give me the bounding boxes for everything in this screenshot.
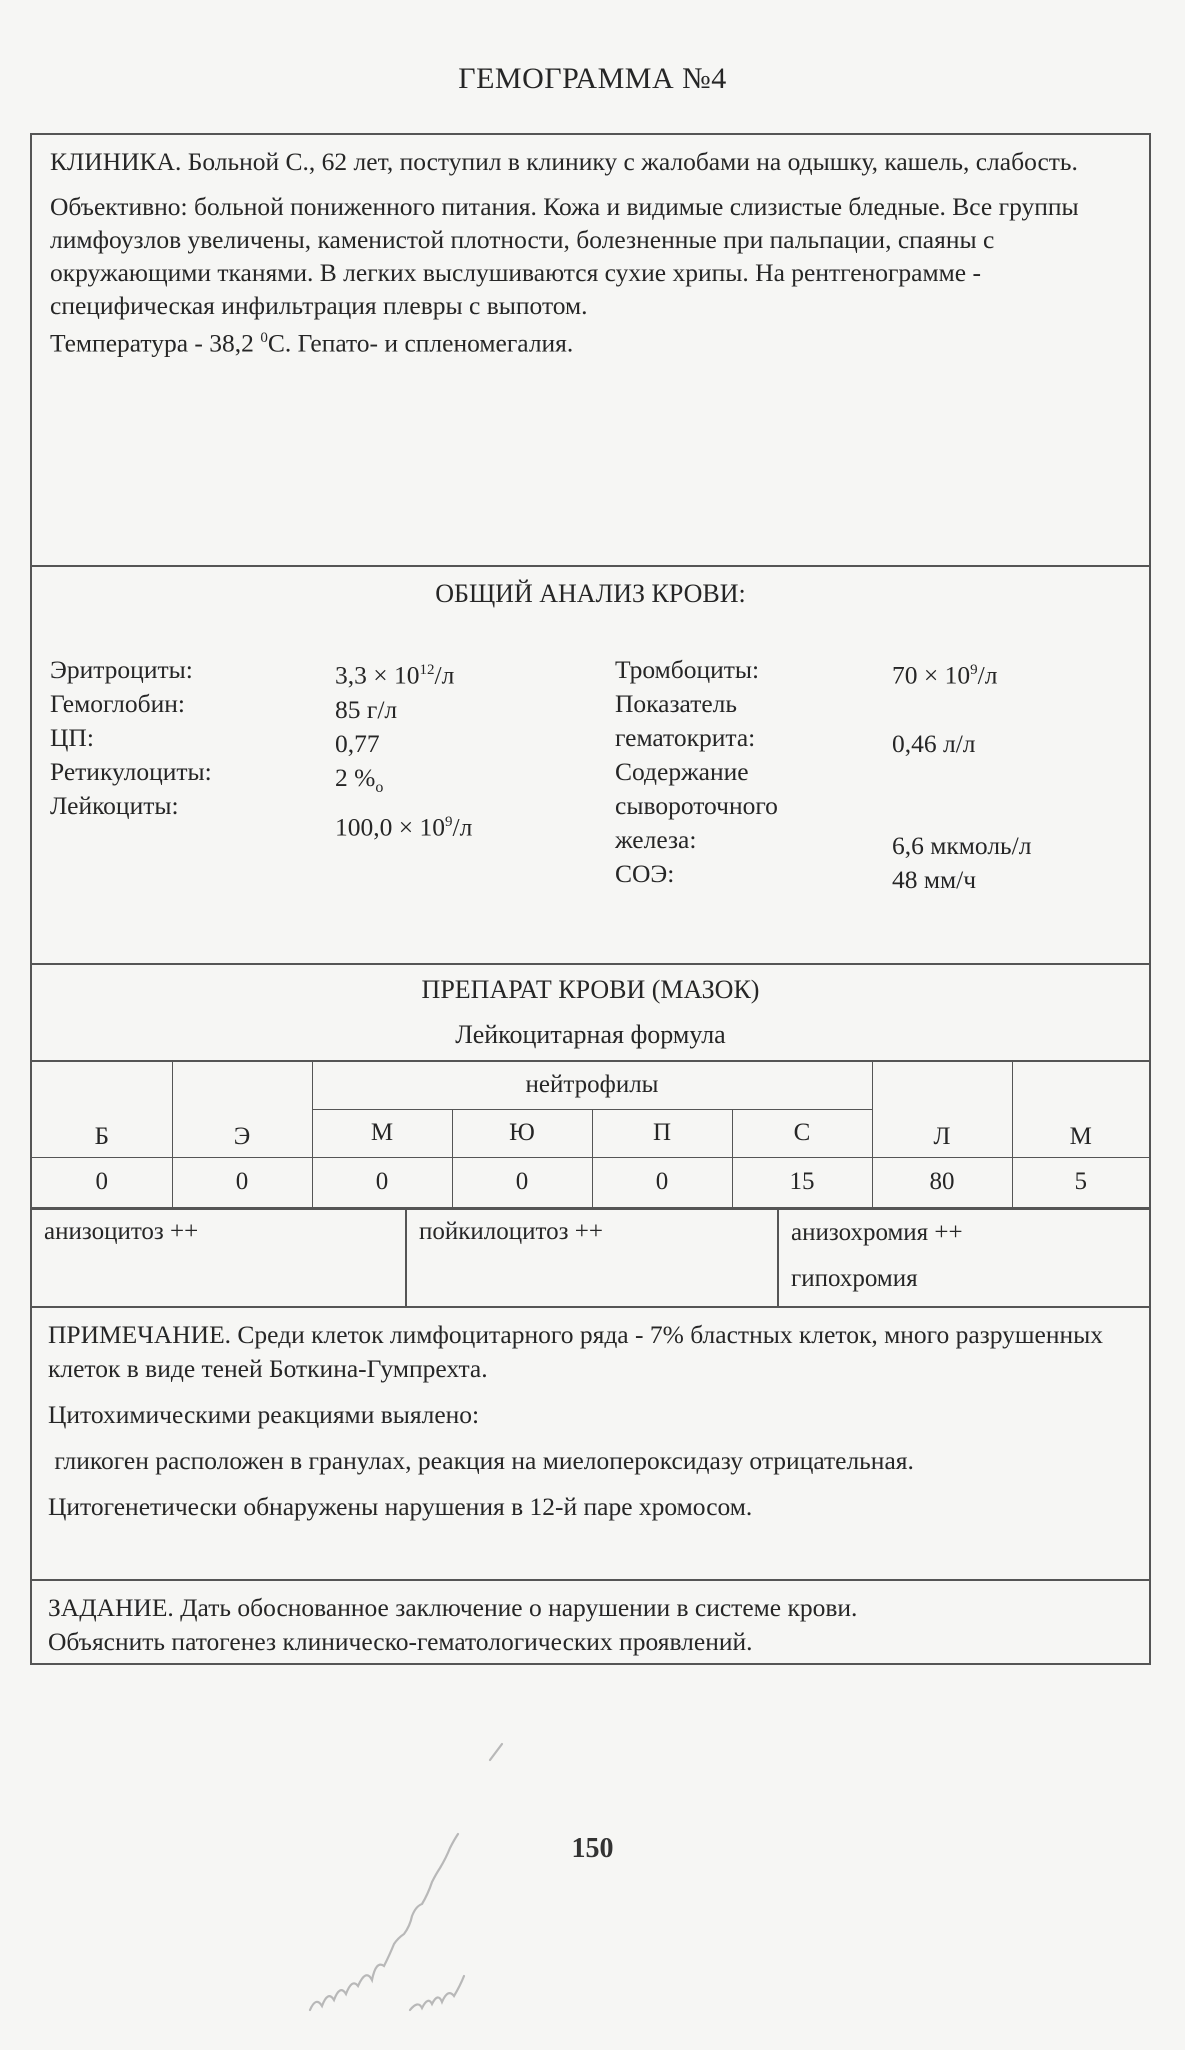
plt-value: $70 \times 10^9/л$: [892, 660, 998, 690]
wbc-label: Лейкоциты:: [50, 791, 179, 820]
value-basophils: 0: [32, 1157, 172, 1207]
blood-analysis-section: [32, 567, 1149, 965]
leukocyte-formula-heading: Лейкоцитарная формула: [455, 1020, 726, 1049]
hct-value: 0,46 л/л: [892, 728, 976, 758]
cp-label: ЦП:: [50, 723, 94, 752]
smear-section: [32, 965, 1149, 1308]
page-number: 150: [571, 1833, 614, 1864]
clinic-temperature: Температура - 38,2 $^0$С. Гепато- и спленомегалия.: [50, 328, 574, 358]
note-cytochem-title: Цитохимическими реакциями выялено:: [48, 1399, 480, 1429]
rbc-value: $3,3 \times 10^{12}/л$: [335, 660, 455, 690]
table-row: [32, 1157, 1149, 1207]
col-eosinophils: Э: [172, 1061, 312, 1157]
iron-value: 6,6 мкмоль/л: [892, 830, 1032, 860]
page-title: ГЕМОГРАММА №4: [458, 62, 727, 95]
col-metamyelocytes: Ю: [452, 1109, 592, 1157]
hgb-value: 85 г/л: [335, 694, 398, 724]
col-band: П: [592, 1109, 732, 1157]
col-basophils: Б: [32, 1061, 172, 1157]
iron-label-1: Содержание: [615, 757, 749, 786]
task-section: [32, 1581, 1149, 1663]
morphology-row: [32, 1208, 1149, 1306]
value-eosinophils: 0: [172, 1157, 312, 1207]
col-segmented: С: [732, 1109, 872, 1157]
smear-heading: ПРЕПАРАТ КРОВИ (МАЗОК): [421, 975, 760, 1004]
task-line-2: Объяснить патогенез клиническо-гематологических проявлений.: [48, 1626, 753, 1656]
clinic-objective: Объективно: больной пониженного питания. Кожа и видимые слизистые бледные. Все группы лимфоузлов увеличены, каменистой плотности, болезненные при пальпации, спаяны с окружающими тканями. В легких выслушиваются сухие хрипы. На рентгенограмме - специфическая инфильтрация плевры с выпотом.: [50, 192, 1079, 320]
col-monocytes: М: [1012, 1061, 1149, 1157]
wbc-value: $100,0 \times 10^9/л$: [335, 812, 473, 842]
hct-label-2: гематокрита:: [615, 723, 756, 752]
blood-left-labels: [50, 653, 212, 823]
anisocytosis-cell: анизоцитоз ++: [32, 1210, 407, 1306]
value-monocytes: 5: [1012, 1157, 1149, 1207]
retic-value: 2 $\%_о$: [335, 762, 384, 796]
note-section: [32, 1308, 1149, 1581]
clinic-complaints: КЛИНИКА. Больной С., 62 лет, поступил в клинику с жалобами на одышку, кашель, слабость.: [50, 147, 1078, 176]
value-band: 0: [592, 1157, 732, 1207]
cp-value: 0,77: [335, 728, 380, 758]
value-myelocytes: 0: [312, 1157, 452, 1207]
esr-label: СОЭ:: [615, 859, 675, 888]
handwritten-scribble: [290, 1720, 590, 2020]
esr-value: 48 мм/ч: [892, 864, 977, 894]
retic-label: Ретикулоциты:: [50, 757, 212, 786]
clinic-section: [32, 135, 1149, 567]
hgb-label: Гемоглобин:: [50, 689, 185, 718]
col-myelocytes: М: [312, 1109, 452, 1157]
blood-right-values: [892, 653, 1032, 897]
value-metamyelocytes: 0: [452, 1157, 592, 1207]
anisochromia-text: анизохромия ++: [791, 1218, 963, 1246]
rbc-label: Эритроциты:: [50, 655, 193, 684]
chromia-cell: [779, 1210, 1149, 1306]
blood-left-values: [335, 653, 472, 844]
neutrophils-group-header: нейтрофилы: [312, 1061, 872, 1109]
blood-analysis-heading: ОБЩИЙ АНАЛИЗ КРОВИ:: [435, 579, 746, 608]
note-cytogenetics: Цитогенетически обнаружены нарушения в 12-й паре хромосом.: [48, 1491, 753, 1521]
plt-label: Тромбоциты:: [615, 655, 760, 684]
col-lymphocytes: Л: [872, 1061, 1012, 1157]
blood-right-labels: [615, 653, 778, 891]
iron-label-2: сывороточного: [615, 791, 778, 820]
task-line-1: ЗАДАНИЕ. Дать обоснованное заключение о нарушении в системе крови.: [48, 1592, 858, 1622]
leukocyte-formula-table: [32, 1060, 1149, 1208]
iron-label-3: железа:: [615, 825, 697, 854]
value-segmented: 15: [732, 1157, 872, 1207]
note-cytochem-result: гликоген расположен в гранулах, реакция на миелопероксидазу отрицательная.: [48, 1445, 914, 1475]
note-blasts: ПРИМЕЧАНИЕ. Среди клеток лимфоцитарного ряда - 7% бластных клеток, много разрушенных клеток в виде теней Боткина-Гумпрехта.: [48, 1319, 1104, 1383]
poikilocytosis-cell: пойкилоцитоз ++: [407, 1210, 779, 1306]
hemogram-card: [30, 133, 1151, 1665]
hypochromia-text: гипохромия: [791, 1264, 918, 1292]
hct-label-1: Показатель: [615, 689, 738, 718]
value-lymphocytes: 80: [872, 1157, 1012, 1207]
